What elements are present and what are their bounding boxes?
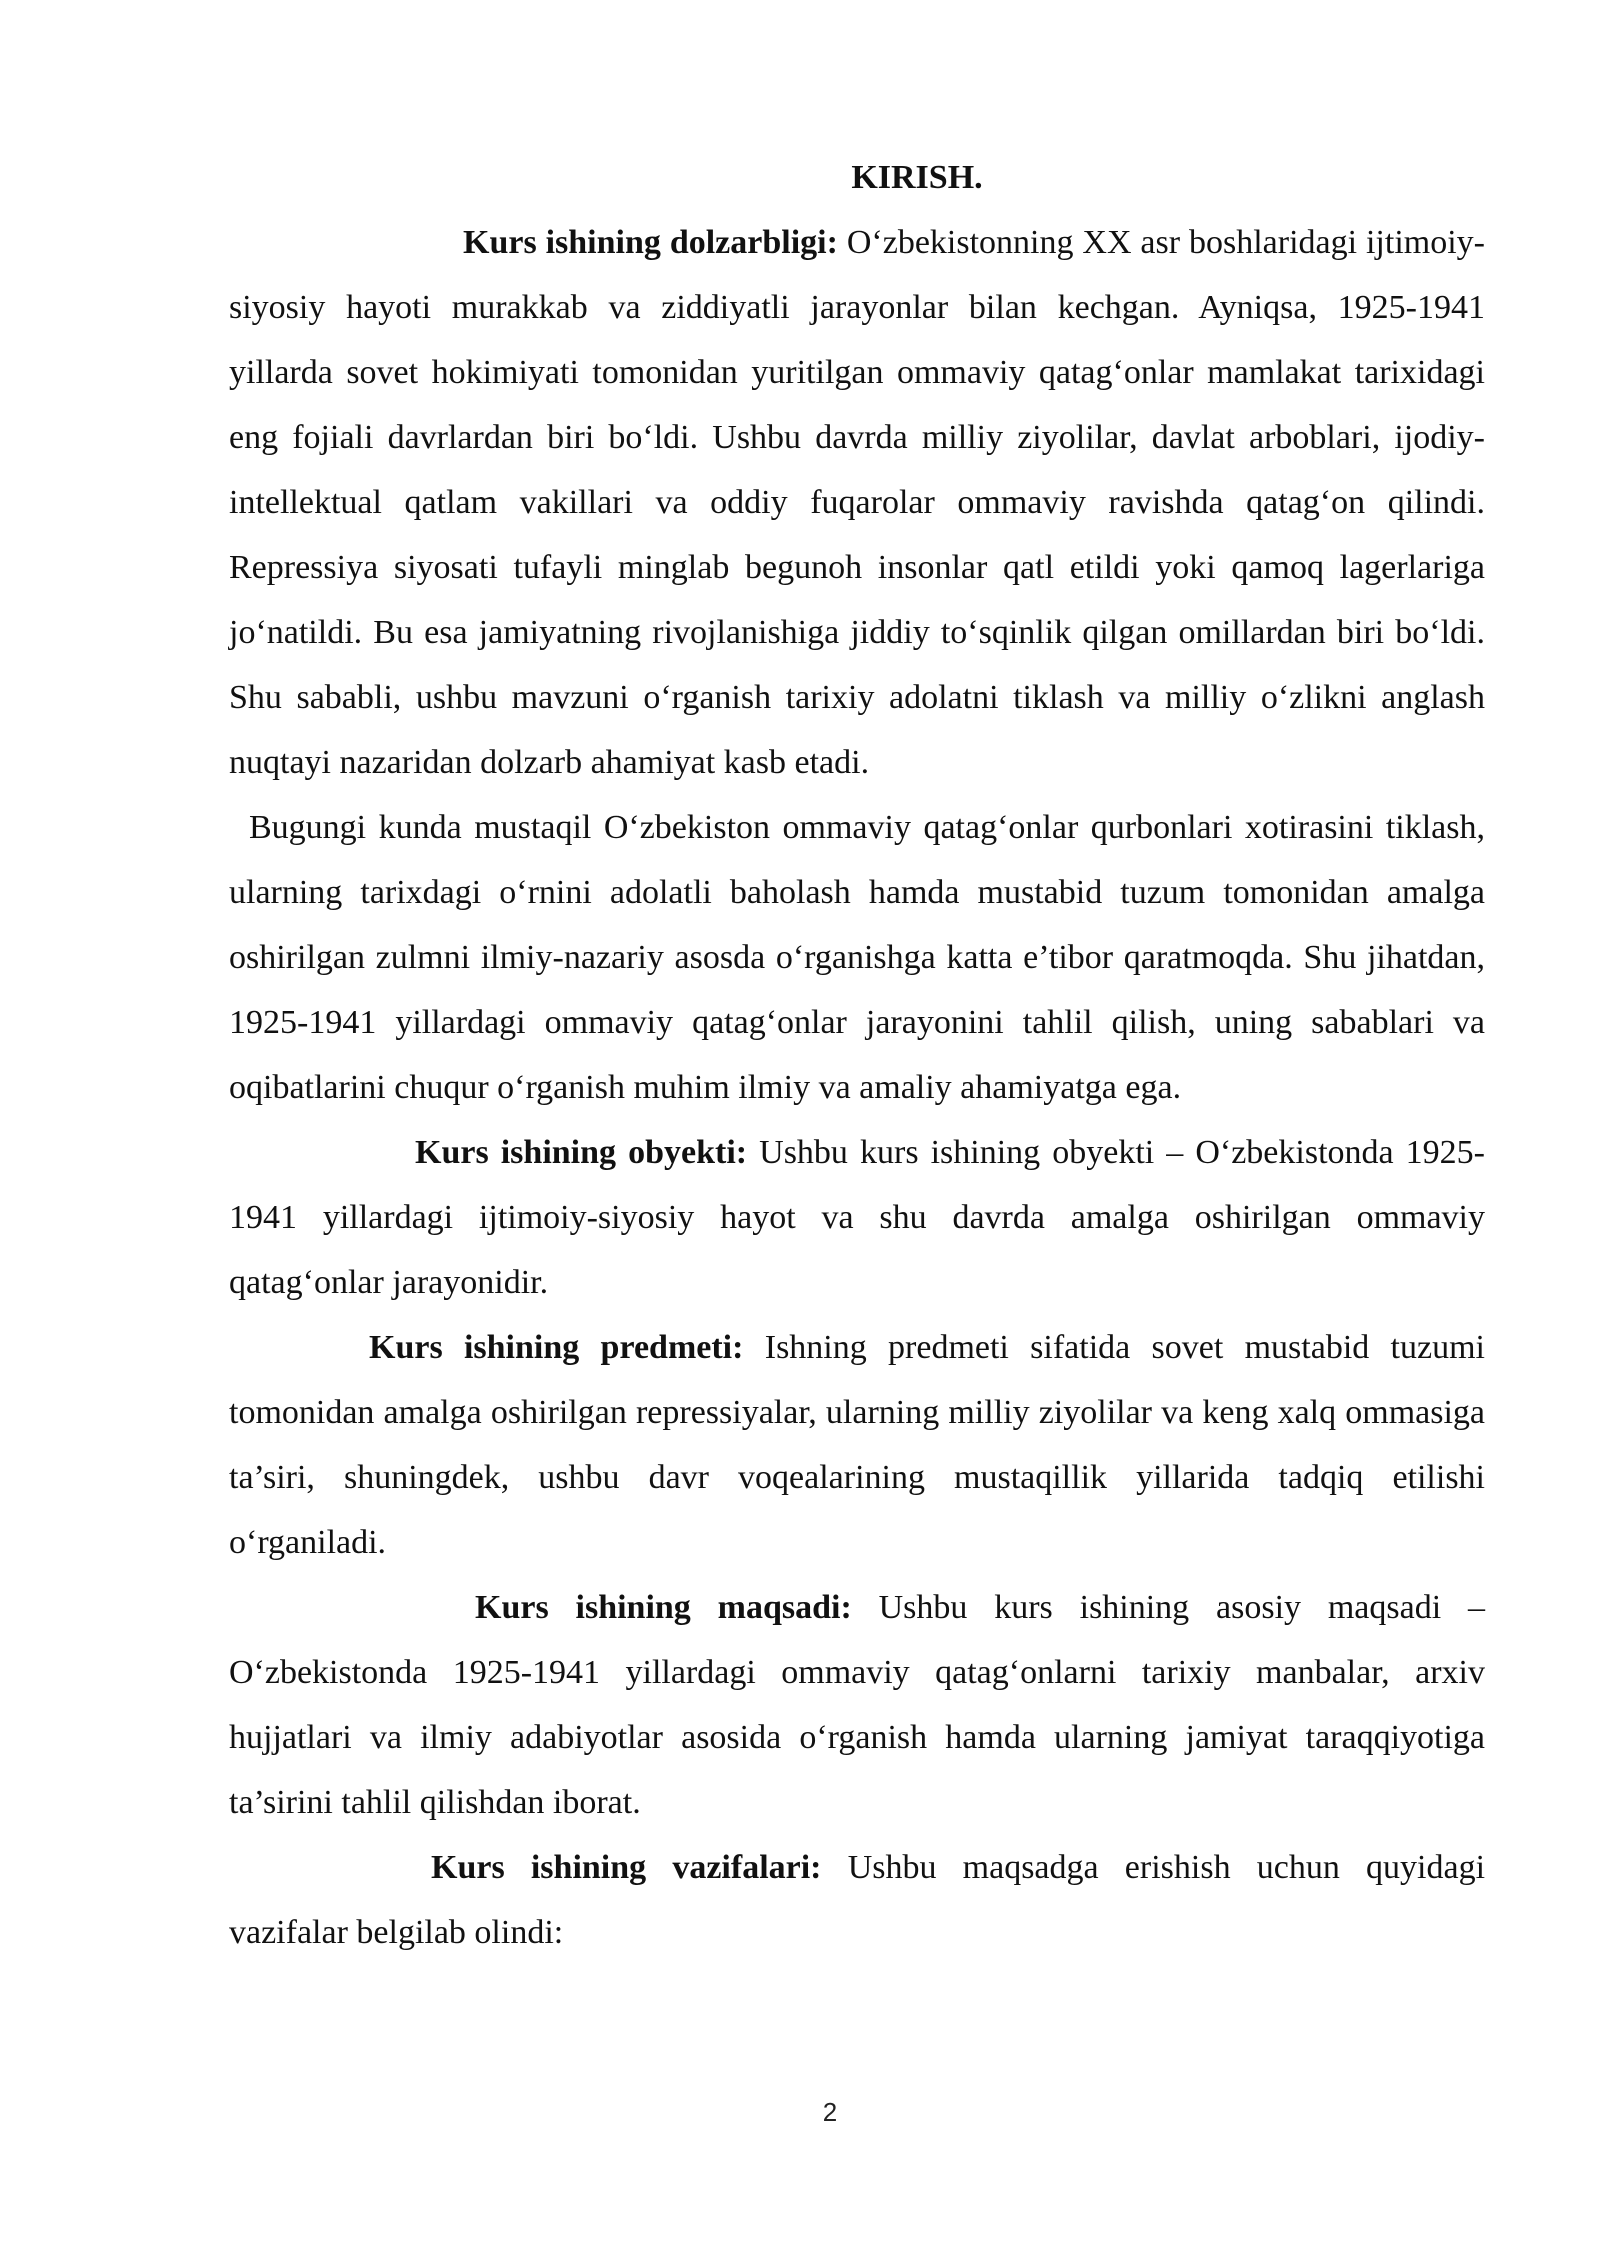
paragraph-relevance [229, 210, 1485, 795]
paragraph-text: Ushbu maqsadga erishish uchun quyidagi vazifalar belgilab olindi: [229, 1849, 1486, 1951]
paragraph-text: Ushbu kurs ishining obyekti – O‘zbekistonda 1925-1941 yillardagi ijtimoiy-siyosiy hayot va shu davrda amalga oshirilgan ommaviy qatag‘onlar jarayonidir. [229, 1134, 1485, 1301]
paragraph-lead: Kurs ishining dolzarbligi: [463, 224, 838, 261]
paragraph-object [229, 1120, 1485, 1315]
paragraph-subject [229, 1315, 1485, 1575]
paragraph-goal [229, 1575, 1485, 1835]
paragraph-lead: Kurs ishining obyekti: [415, 1134, 748, 1171]
paragraph-text: Ushbu kurs ishining asosiy maqsadi – O‘zbekistonda 1925-1941 yillardagi ommaviy qatag‘onlarni tarixiy manbalar, arxiv hujjatlari va ilmiy adabiyotlar asosida o‘rganish hamda ularning jamiyat taraqqiyotiga ta’sirini tahlil qilishdan iborat. [229, 1589, 1485, 1821]
document-body [229, 145, 1485, 1965]
section-heading: KIRISH. [851, 159, 983, 196]
paragraph-lead: Kurs ishining maqsadi: [475, 1589, 852, 1626]
paragraph-text: O‘zbekistonning XX asr boshlaridagi ijtimoiy-siyosiy hayoti murakkab va ziddiyatli jarayonlar bilan kechgan. Ayniqsa, 1925-1941 yillarda sovet hokimiyati tomonidan yuritilgan ommaviy qatag‘onlar mamlakat tarixidagi eng fojiali davrlardan biri bo‘ldi. Ushbu davrda milliy ziyolilar, davlat arboblari, ijodiy-intellektual qatlam vakillari va oddiy fuqarolar ommaviy ravishda qatag‘on qilindi. Repressiya siyosati tufayli minglab begunoh insonlar qatl etildi yoki qamoq lagerlariga jo‘natildi. Bu esa jamiyatning rivojlanishiga jiddiy to‘sqinlik qilgan omillardan biri bo‘ldi. Shu sababli, ushbu mavzuni o‘rganish tarixiy adolatni tiklash va milliy o‘zlikni anglash nuqtayi nazaridan dolzarb ahamiyat kasb etadi. [229, 224, 1485, 781]
page-number: 2 [822, 2097, 838, 2127]
paragraph-tasks [229, 1835, 1485, 1965]
paragraph-lead: Kurs ishining predmeti: [369, 1329, 744, 1366]
paragraph-today [229, 795, 1485, 1120]
paragraph-text: Bugungi kunda mustaqil O‘zbekiston ommaviy qatag‘onlar qurbonlari xotirasini tiklash, ularning tarixdagi o‘rnini adolatli baholash hamda mustabid tuzum tomonidan amalga oshirilgan zulmni ilmiy-nazariy asosda o‘rganishga katta e’tibor qaratmoqda. Shu jihatdan, 1925-1941 yillardagi ommaviy qatag‘onlar jarayonini tahlil qilish, uning sabablari va oqibatlarini chuqur o‘rganish muhim ilmiy va amaliy ahamiyatga ega. [229, 809, 1485, 1106]
paragraph-lead: Kurs ishining vazifalari: [431, 1849, 822, 1886]
paragraph-text: Ishning predmeti sifatida sovet mustabid tuzumi tomonidan amalga oshirilgan repressiyalar, ularning milliy ziyolilar va keng xalq ommasiga ta’siri, shuningdek, ushbu davr voqealarining mustaqillik yillarida tadqiq etilishi o‘rganiladi. [229, 1329, 1485, 1561]
